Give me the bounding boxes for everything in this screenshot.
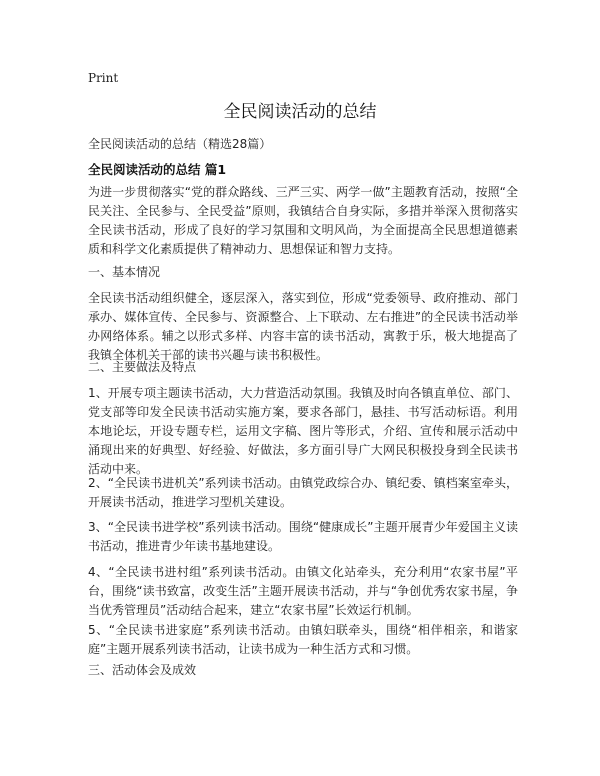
method-item-4: 4、“全民读书进村组”系列读书活动。由镇文化站牵头，充分利用“农家书屋”平台，围绕“读书致富，改变生活”主题开展读书活动，并与“争创优秀农家书屋，争当优秀管理员”活动结合起来，建立“农家书屋”长效运行机制。 xyxy=(88,565,518,617)
basic-situation-paragraph: 全民读书活动组织健全，逐层深入，落实到位，形成“党委领导、政府推动、部门承办、媒体宣传、全民参与、资源整合、上下联动、左右推进”的全民读书活动举办网络体系。辅之以形式多样、内容丰富的读书活动，寓教于乐，极大地提高了我镇全体机关干部的读书兴趣与读书积极性。 xyxy=(88,291,518,362)
method-item-3: 3、“全民读书进学校”系列读书活动。围绕“健康成长”主题开展青少年爱国主义读书活动，推进青少年读书基地建设。 xyxy=(88,520,518,553)
page-title: 全民阅读活动的总结 xyxy=(223,102,377,122)
method-item-5: 5、“全民读书进家庭”系列读书活动。由镇妇联牵头，围绕“相伴相亲，和谐家庭”主题开展系列读书活动，让读书成为一种生活方式和习惯。 xyxy=(88,623,518,656)
experience-heading: 三、活动体会及成效 xyxy=(88,663,197,677)
methods-heading: 二、主要做法及特点 xyxy=(88,360,197,374)
method-item-2: 2、“全民读书进机关”系列读书活动。由镇党政综合办、镇纪委、镇档案室牵头，开展读书活动，推进学习型机关建设。 xyxy=(88,476,518,509)
print-link[interactable]: Print xyxy=(88,71,119,85)
document-subtitle: 全民阅读活动的总结（精选28篇） xyxy=(88,137,272,151)
section-heading: 全民阅读活动的总结 篇1 xyxy=(88,162,227,177)
method-item-1: 1、开展专项主题读书活动，大力营造活动氛围。我镇及时向各镇直单位、部门、党支部等印发全民读书活动实施方案，要求各部门，悬挂、书写活动标语。利用本地论坛，开设专题专栏，运用文字稿、图片等形式，介绍、宣传和展示活动中涌现出来的好典型、好经验、好做法，多方面引导广大网民积极投身到全民读书活动中来。 xyxy=(88,386,518,476)
intro-paragraph: 为进一步贯彻落实“党的群众路线、三严三实、两学一做”主题教育活动，按照“全民关注、全民参与、全民受益”原则，我镇结合自身实际，多措并举深入贯彻落实全民读书活动，形成了良好的学习氛围和文明风尚，为全面提高全民思想道德素质和科学文化素质提供了精神动力、思想保证和智力支持。 xyxy=(88,185,518,256)
basic-situation-heading: 一、基本情况 xyxy=(88,265,161,279)
